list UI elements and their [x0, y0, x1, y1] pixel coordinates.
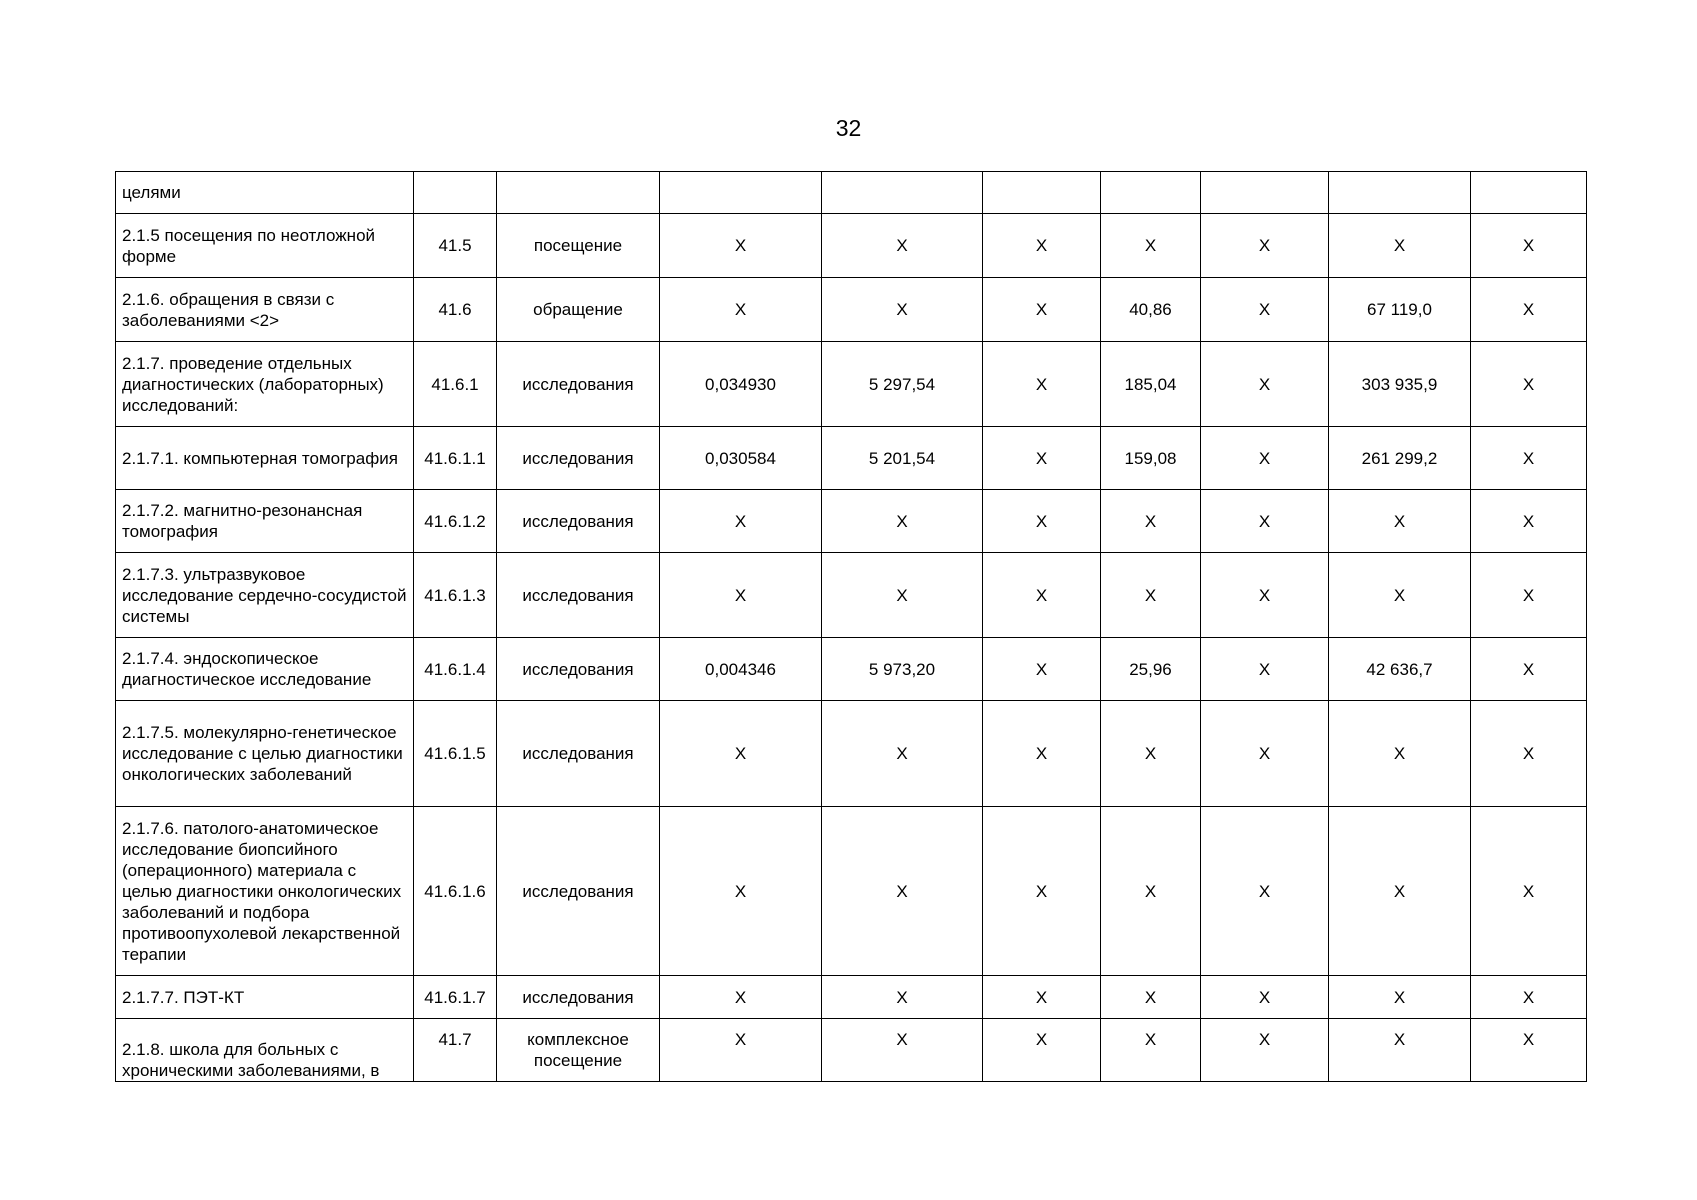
table-row [116, 278, 1587, 342]
row-value-cell: Х [1201, 553, 1329, 638]
row-code-cell: 41.6.1.4 [414, 638, 497, 701]
row-value-cell: Х [1329, 976, 1471, 1019]
row-name-cell: 2.1.7.5. молекулярно-генетическое исследование с целью диагностики онкологических заболеваний [116, 701, 414, 807]
row-value-cell: 5 201,54 [822, 427, 983, 490]
row-value-cell [1471, 172, 1587, 214]
row-name-cell: 2.1.7.2. магнитно-резонансная томография [116, 490, 414, 553]
row-name-cell: 2.1.5 посещения по неотложной форме [116, 214, 414, 278]
table-row [116, 976, 1587, 1019]
table-row [116, 1019, 1587, 1082]
row-value-cell: Х [1471, 807, 1587, 976]
row-value-cell: Х [822, 807, 983, 976]
row-value-cell: 0,034930 [660, 342, 822, 427]
row-value-cell [1101, 172, 1201, 214]
table-row [116, 490, 1587, 553]
row-value-cell: Х [983, 701, 1101, 807]
row-unit-cell: исследования [497, 490, 660, 553]
table-row [116, 638, 1587, 701]
row-value-cell: Х [1471, 1019, 1587, 1082]
page-number: 32 [835, 115, 862, 141]
row-value-cell: Х [1471, 278, 1587, 342]
row-name-cell: целями [116, 172, 414, 214]
row-value-cell: 25,96 [1101, 638, 1201, 701]
row-value-cell: Х [1329, 1019, 1471, 1082]
row-value-cell: Х [660, 807, 822, 976]
row-value-cell: Х [660, 214, 822, 278]
table-body [116, 172, 1587, 1082]
row-code-cell: 41.6 [414, 278, 497, 342]
row-value-cell: Х [1329, 490, 1471, 553]
row-value-cell: Х [983, 214, 1101, 278]
row-value-cell: 5 297,54 [822, 342, 983, 427]
row-value-cell: 261 299,2 [1329, 427, 1471, 490]
row-value-cell: Х [660, 976, 822, 1019]
row-value-cell: Х [822, 490, 983, 553]
row-value-cell: Х [822, 1019, 983, 1082]
row-value-cell: Х [1101, 214, 1201, 278]
row-value-cell: Х [1201, 214, 1329, 278]
row-value-cell: Х [1471, 214, 1587, 278]
row-value-cell: Х [660, 1019, 822, 1082]
row-value-cell: Х [983, 1019, 1101, 1082]
row-value-cell: Х [983, 342, 1101, 427]
row-value-cell: Х [1201, 342, 1329, 427]
row-value-cell: Х [983, 490, 1101, 553]
row-value-cell: Х [983, 553, 1101, 638]
row-unit-cell: обращение [497, 278, 660, 342]
row-value-cell: 159,08 [1101, 427, 1201, 490]
row-value-cell: Х [822, 701, 983, 807]
row-value-cell: Х [660, 553, 822, 638]
row-value-cell: Х [1329, 807, 1471, 976]
row-value-cell: Х [660, 701, 822, 807]
table-row [116, 172, 1587, 214]
row-unit-cell: исследования [497, 701, 660, 807]
table-row [116, 553, 1587, 638]
row-value-cell: Х [660, 490, 822, 553]
row-value-cell [660, 172, 822, 214]
row-code-cell: 41.6.1.1 [414, 427, 497, 490]
row-value-cell: Х [1101, 976, 1201, 1019]
row-value-cell: Х [1101, 490, 1201, 553]
row-value-cell: Х [822, 278, 983, 342]
row-value-cell: Х [983, 807, 1101, 976]
row-value-cell: Х [1201, 807, 1329, 976]
row-value-cell: Х [1471, 342, 1587, 427]
row-value-cell: Х [660, 278, 822, 342]
row-unit-cell: комплексное посещение [497, 1019, 660, 1082]
row-code-cell: 41.7 [414, 1019, 497, 1082]
row-code-cell: 41.5 [414, 214, 497, 278]
row-value-cell: 303 935,9 [1329, 342, 1471, 427]
row-code-cell: 41.6.1 [414, 342, 497, 427]
row-unit-cell: исследования [497, 553, 660, 638]
row-value-cell: Х [1201, 976, 1329, 1019]
row-unit-cell: исследования [497, 807, 660, 976]
row-value-cell: Х [1201, 1019, 1329, 1082]
row-value-cell: Х [1201, 490, 1329, 553]
table-row [116, 807, 1587, 976]
row-name-cell: 2.1.7. проведение отдельных диагностических (лабораторных) исследований: [116, 342, 414, 427]
row-value-cell: Х [1471, 638, 1587, 701]
row-code-cell [414, 172, 497, 214]
row-unit-cell: исследования [497, 342, 660, 427]
row-value-cell: 185,04 [1101, 342, 1201, 427]
row-unit-cell: исследования [497, 976, 660, 1019]
table-row [116, 342, 1587, 427]
row-value-cell: Х [1101, 553, 1201, 638]
row-value-cell: Х [1471, 701, 1587, 807]
row-value-cell: Х [1471, 553, 1587, 638]
row-value-cell: Х [822, 976, 983, 1019]
row-value-cell: Х [1101, 1019, 1201, 1082]
row-value-cell: Х [1201, 427, 1329, 490]
row-value-cell: Х [1471, 427, 1587, 490]
row-value-cell: Х [1101, 701, 1201, 807]
row-value-cell: Х [983, 638, 1101, 701]
row-code-cell: 41.6.1.3 [414, 553, 497, 638]
row-name-cell: 2.1.7.6. патолого-анатомическое исследование биопсийного (операционного) материала с целью диагностики онкологических заболеваний и подбора противоопухолевой лекарственной терапии [116, 807, 414, 976]
row-value-cell: Х [983, 976, 1101, 1019]
row-value-cell: 5 973,20 [822, 638, 983, 701]
table-row [116, 701, 1587, 807]
row-value-cell: Х [1329, 553, 1471, 638]
row-value-cell: 0,004346 [660, 638, 822, 701]
row-name-cell: 2.1.8. школа для больных с хроническими заболеваниями, в [116, 1019, 414, 1082]
row-value-cell: 42 636,7 [1329, 638, 1471, 701]
row-value-cell [1201, 172, 1329, 214]
row-value-cell: 0,030584 [660, 427, 822, 490]
row-code-cell: 41.6.1.7 [414, 976, 497, 1019]
row-unit-cell: исследования [497, 638, 660, 701]
row-name-cell: 2.1.7.4. эндоскопическое диагностическое исследование [116, 638, 414, 701]
row-unit-cell: исследования [497, 427, 660, 490]
row-unit-cell [497, 172, 660, 214]
row-value-cell: Х [822, 553, 983, 638]
row-value-cell: Х [1471, 976, 1587, 1019]
row-value-cell [822, 172, 983, 214]
row-value-cell [983, 172, 1101, 214]
row-value-cell: Х [822, 214, 983, 278]
row-value-cell [1329, 172, 1471, 214]
table-row [116, 427, 1587, 490]
row-name-cell: 2.1.7.3. ультразвуковое исследование сердечно-сосудистой системы [116, 553, 414, 638]
row-value-cell: Х [1101, 807, 1201, 976]
row-value-cell: Х [1201, 638, 1329, 701]
row-code-cell: 41.6.1.6 [414, 807, 497, 976]
data-table [115, 171, 1587, 1082]
row-code-cell: 41.6.1.2 [414, 490, 497, 553]
row-code-cell: 41.6.1.5 [414, 701, 497, 807]
table-row [116, 214, 1587, 278]
row-value-cell: Х [1329, 701, 1471, 807]
row-value-cell: Х [983, 427, 1101, 490]
row-unit-cell: посещение [497, 214, 660, 278]
row-name-cell: 2.1.7.7. ПЭТ-КТ [116, 976, 414, 1019]
row-value-cell: Х [983, 278, 1101, 342]
row-value-cell: Х [1201, 701, 1329, 807]
row-value-cell: Х [1201, 278, 1329, 342]
row-value-cell: 40,86 [1101, 278, 1201, 342]
row-name-cell: 2.1.6. обращения в связи с заболеваниями <2> [116, 278, 414, 342]
row-value-cell: Х [1329, 214, 1471, 278]
row-value-cell: Х [1471, 490, 1587, 553]
row-value-cell: 67 119,0 [1329, 278, 1471, 342]
row-name-cell: 2.1.7.1. компьютерная томография [116, 427, 414, 490]
